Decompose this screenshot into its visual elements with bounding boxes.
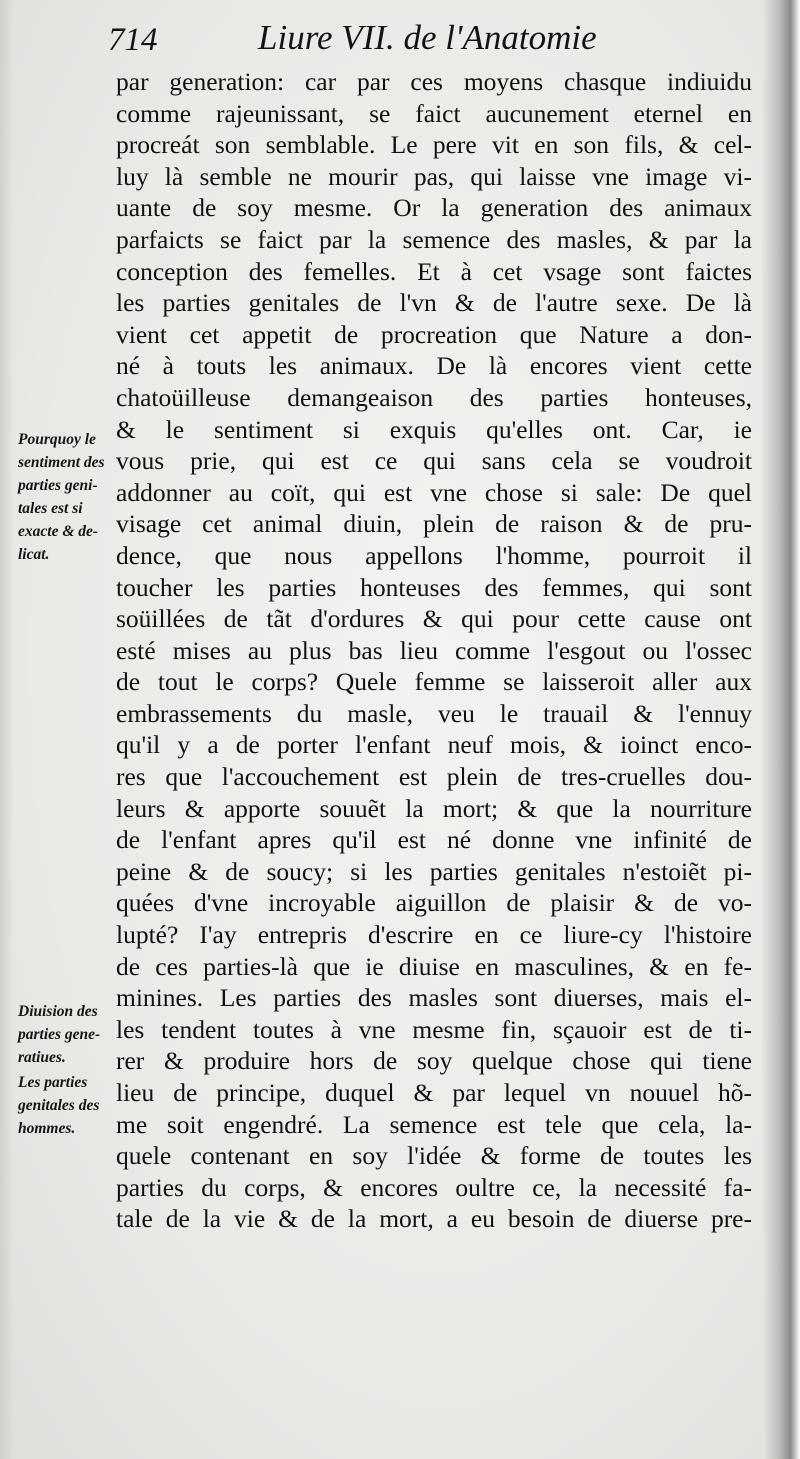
body-line: chatoüilleuse demangeaison des parties honteuses, — [116, 382, 752, 412]
body-line: de l'enfant apres qu'il est né donne vne infinité de — [116, 825, 752, 855]
body-line: minines. Les parties des masles sont diuerses, mais el- — [116, 983, 752, 1013]
body-line: me soit engendré. La semence est tele que cela, la- — [116, 1109, 752, 1139]
body-line: procreát son semblable. Le pere vit en son fils, & cel- — [116, 130, 752, 160]
margin-note-line: licat. — [18, 546, 50, 563]
body-line: tale de la vie & de la mort, a eu besoin de diuerse pre- — [116, 1204, 752, 1234]
body-line: lieu de principe, duquel & par lequel vn nouuel hõ- — [116, 1078, 752, 1107]
body-line: soüillées de tãt d'ordures & qui pour cette cause ont — [116, 604, 752, 634]
body-line: res que l'accouchement est plein de tres-cruelles dou- — [116, 762, 752, 792]
page-shadow-left — [0, 0, 14, 1459]
margin-note-line: parties gene- — [18, 1026, 101, 1043]
body-line: uante de soy mesme. Or la generation des animaux — [116, 193, 752, 223]
page-header — [108, 18, 748, 68]
body-line: luy là semble ne mourir pas, qui laisse vne image vi- — [116, 161, 752, 191]
margin-note-parties-hommes — [18, 1071, 136, 1140]
margin-note-line: Diuision des — [18, 1003, 98, 1020]
margin-note-sentiment — [18, 428, 136, 566]
margin-note-line: parties geni- — [18, 477, 98, 494]
margin-note-line: tales est si — [18, 500, 83, 517]
body-line: vous prie, qui est ce qui sans cela se voudroit — [116, 446, 752, 476]
body-line: quées d'vne incroyable aiguillon de plaisir & de vo- — [116, 888, 752, 918]
body-line: de ces parties-là que ie diuise en masculines, & en fe- — [116, 951, 752, 981]
body-line: peine & de soucy; si les parties genitales n'estoiẽt pi- — [116, 856, 752, 886]
body-line: dence, que nous appellons l'homme, pourroit il — [116, 540, 752, 570]
body-line: conception des femelles. Et à cet vsage sont faictes — [116, 256, 752, 286]
margin-note-line: ratiues. — [18, 1049, 66, 1066]
margin-note-line: exacte & de- — [18, 523, 99, 540]
margin-note-line: hommes. — [18, 1120, 76, 1137]
margin-note-line: Pourquoy le — [18, 431, 96, 448]
body-line: de tout le corps? Quele femme se laisseroit aller aux — [116, 667, 752, 697]
margin-note-line: genitales des — [18, 1097, 100, 1114]
body-line: parties du corps, & encores oultre ce, la necessité fa- — [116, 1172, 752, 1202]
body-line: né à touts les animaux. De là encores vient cette — [116, 351, 752, 381]
margin-note-line: Les parties — [18, 1074, 88, 1091]
body-line: comme rajeunissant, se faict aucunement eternel en — [116, 98, 752, 128]
body-line: les parties genitales de l'vn & de l'autre sexe. De là — [116, 288, 752, 318]
body-line: visage cet animal diuin, plein de raison & de pru- — [116, 509, 752, 539]
body-line: addonner au coït, qui est vne chose si sale: De quel — [116, 477, 752, 507]
body-line: quele contenant en soy l'idée & forme de toutes les — [116, 1141, 752, 1171]
body-line: embrassements du masle, veu le trauail & l'ennuy — [116, 698, 752, 728]
body-line: par generation: car par ces moyens chasque indiuidu — [116, 67, 752, 96]
body-line: qu'il y a de porter l'enfant neuf mois, & ioinct enco- — [116, 730, 752, 760]
body-line: rer & produire hors de soy quelque chose qui tiene — [116, 1046, 752, 1076]
page-number: 714 — [108, 22, 158, 58]
body-text — [116, 66, 752, 1235]
body-line: parfaicts se faict par la semence des masles, & par la — [116, 224, 752, 254]
body-line: vient cet appetit de procreation que Nature a don- — [116, 319, 752, 349]
body-line: & le sentiment si exquis qu'elles ont. Car, ie — [116, 414, 752, 444]
body-line: les tendent toutes à vne mesme fin, sçauoir est de ti- — [116, 1014, 752, 1044]
body-line: esté mises au plus bas lieu comme l'esgout ou l'ossec — [116, 635, 752, 665]
margin-note-line: sentiment des — [18, 454, 105, 471]
running-title: Liure VII. de l'Anatomie — [258, 18, 597, 57]
margin-note-division — [18, 1000, 136, 1069]
body-line: leurs & apporte souuẽt la mort; & que la nourriture — [116, 793, 752, 823]
page-edge-right — [762, 0, 800, 1459]
body-line: lupté? I'ay entrepris d'escrire en ce liure-cy l'histoire — [116, 920, 752, 950]
body-line: toucher les parties honteuses des femmes, qui sont — [116, 572, 752, 602]
